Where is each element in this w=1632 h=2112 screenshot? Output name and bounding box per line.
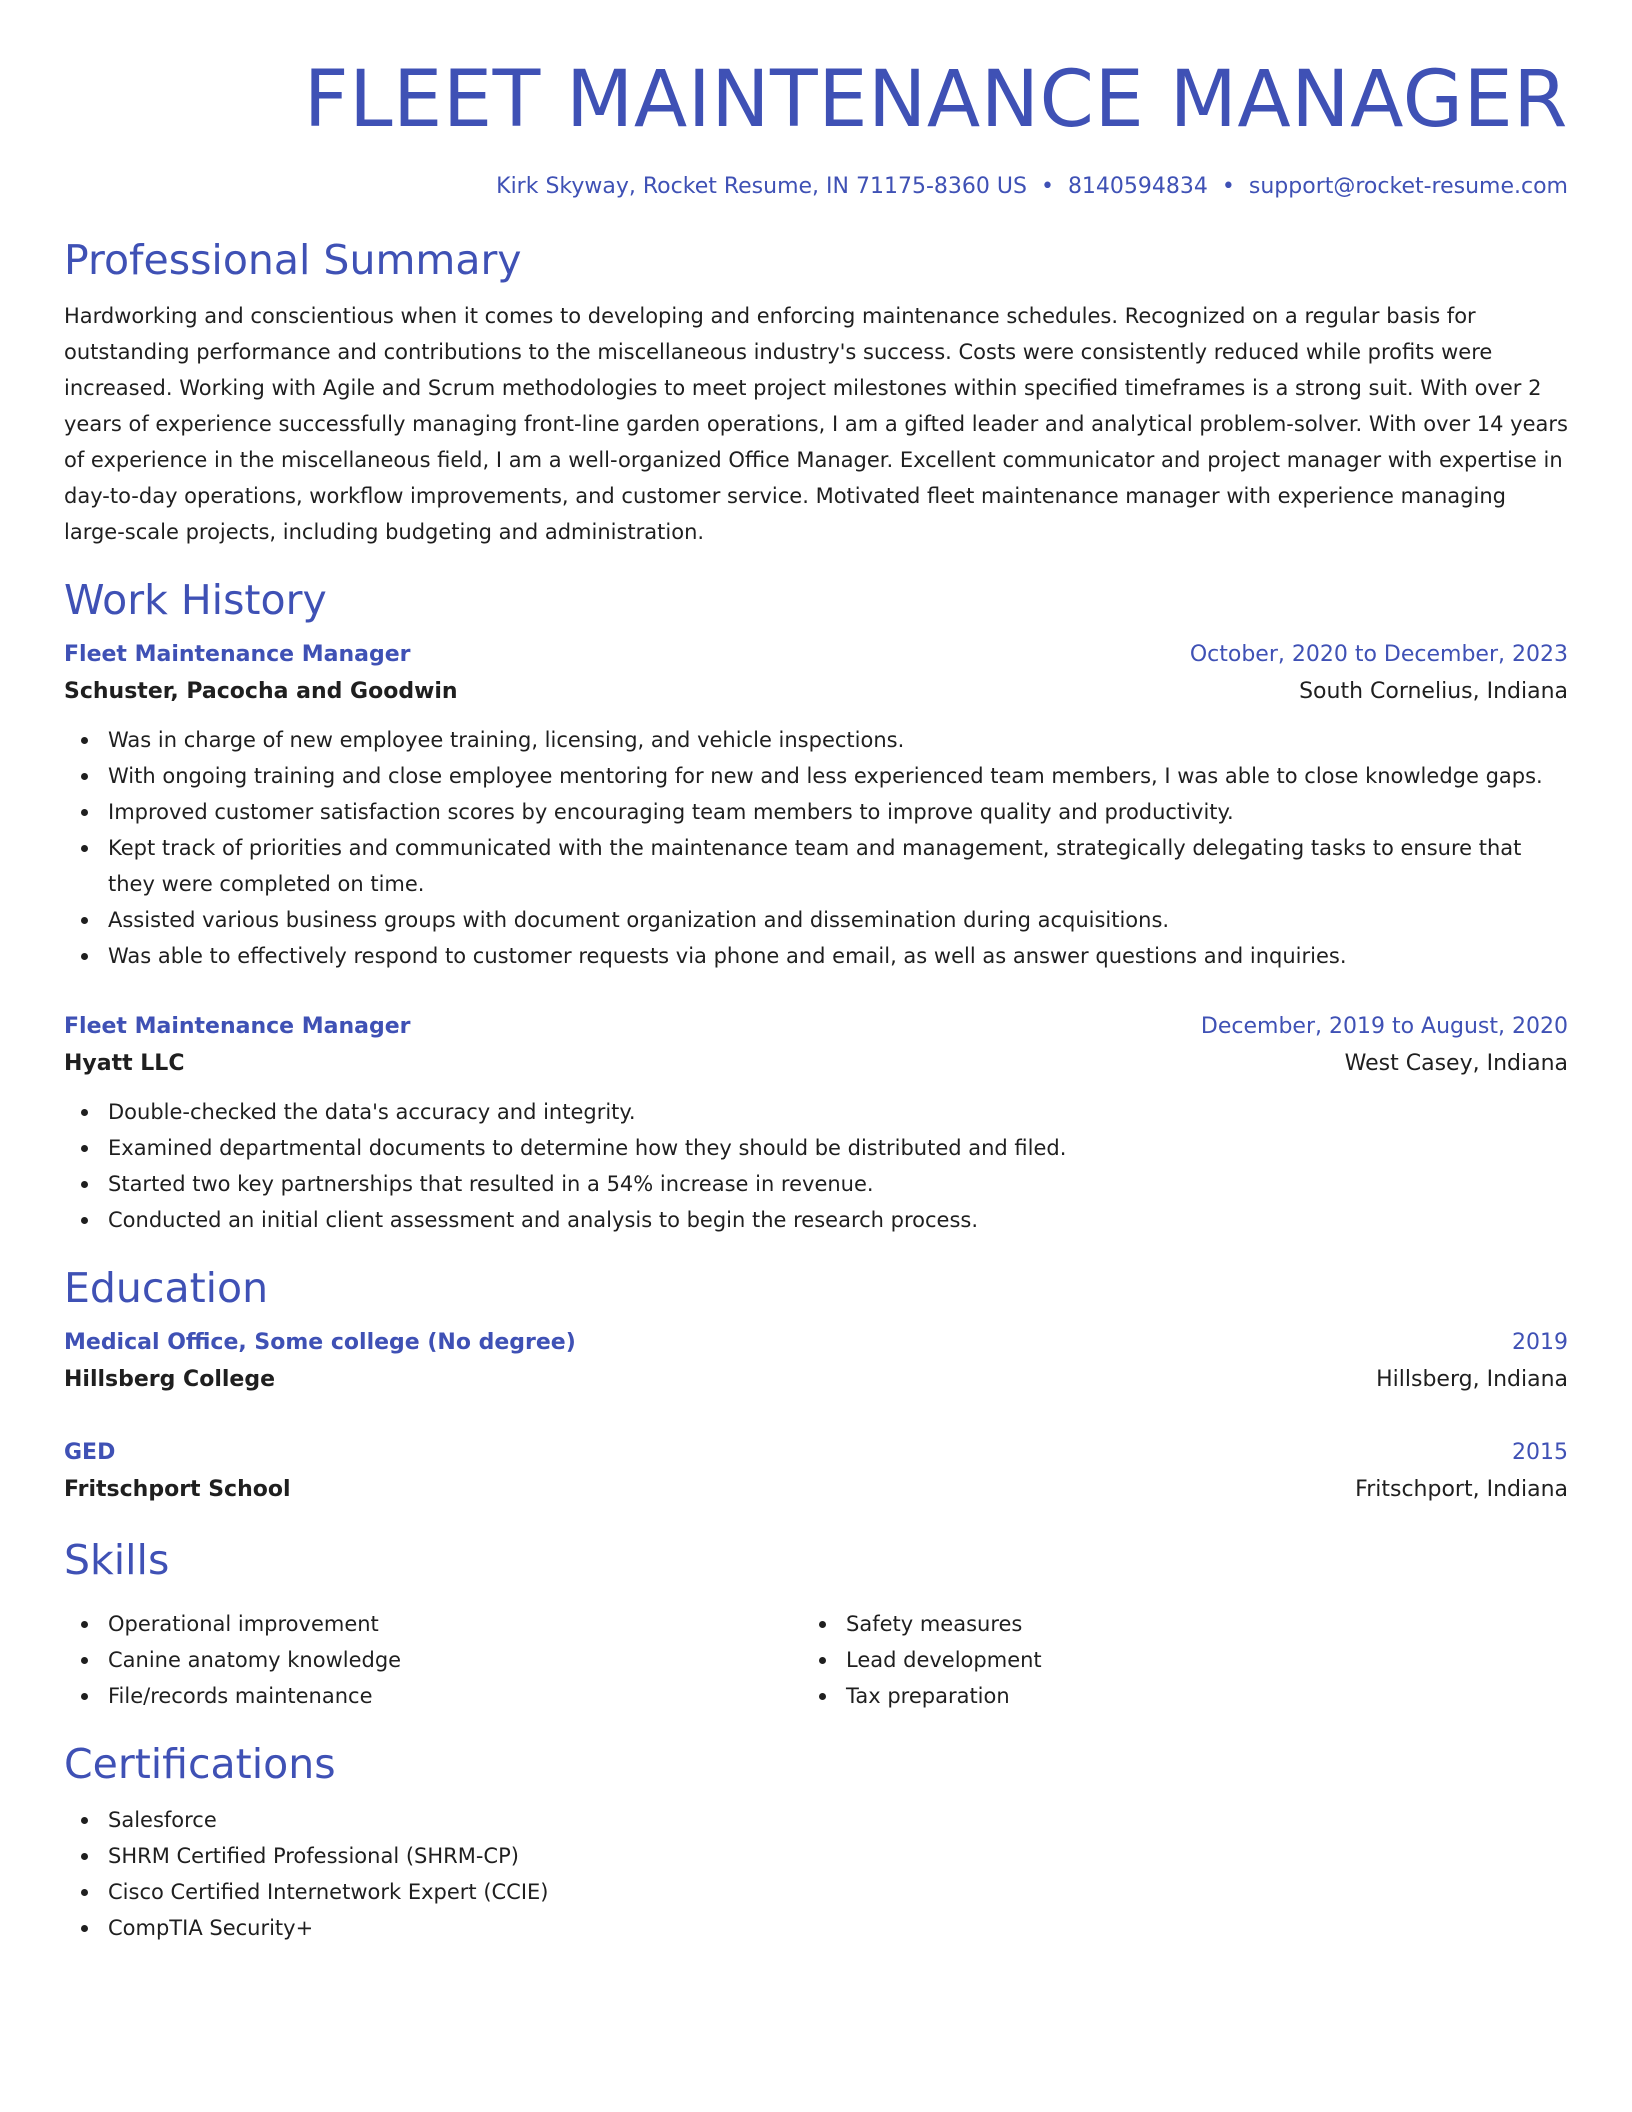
job-company: Hyatt LLC <box>64 1051 185 1076</box>
contact-phone: 8140594834 <box>1067 174 1208 199</box>
education-location: Fritschport, Indiana <box>1355 1477 1568 1502</box>
list-item: Safety measures <box>802 1606 1540 1642</box>
list-item: Examined departmental documents to determine how they should be distributed and filed. <box>64 1130 1568 1166</box>
job-company: Schuster, Pacocha and Goodwin <box>64 679 458 704</box>
job-bullets <box>64 722 1568 974</box>
education-school: Hillsberg College <box>64 1367 275 1392</box>
job-dates: October, 2020 to December, 2023 <box>1189 642 1568 667</box>
job-location: West Casey, Indiana <box>1344 1051 1568 1076</box>
list-item: File/records maintenance <box>64 1678 802 1714</box>
certifications-heading: Certifications <box>64 1740 336 1788</box>
job-entry <box>64 1010 1568 1238</box>
contact-address: Kirk Skyway, Rocket Resume, IN 71175-8360 US <box>496 174 1027 199</box>
separator-dot: • <box>1221 174 1235 199</box>
skills-heading: Skills <box>64 1536 170 1584</box>
education-location: Hillsberg, Indiana <box>1376 1367 1568 1392</box>
list-item: Canine anatomy knowledge <box>64 1642 802 1678</box>
list-item: Started two key partnerships that resulted in a 54% increase in revenue. <box>64 1166 1568 1202</box>
list-item: Tax preparation <box>802 1678 1540 1714</box>
job-location: South Cornelius, Indiana <box>1299 679 1568 704</box>
skills-list-left <box>64 1606 802 1714</box>
work-history-heading: Work History <box>64 576 327 624</box>
separator-dot: • <box>1040 174 1054 199</box>
education-entry <box>64 1326 1568 1400</box>
education-entry <box>64 1436 1568 1510</box>
list-item: Assisted various business groups with document organization and dissemination during acquisitions. <box>64 902 1568 938</box>
education-school: Fritschport School <box>64 1477 291 1502</box>
list-item: Operational improvement <box>64 1606 802 1642</box>
job-role: Fleet Maintenance Manager <box>64 1014 411 1039</box>
list-item: Double-checked the data's accuracy and integrity. <box>64 1094 1568 1130</box>
certifications-list <box>64 1802 1568 1946</box>
list-item: Improved customer satisfaction scores by encouraging team members to improve quality and productivity. <box>64 794 1568 830</box>
summary-text: Hardworking and conscientious when it comes to developing and enforcing maintenance schedules. Recognized on a regular basis for outstanding performance and contributions to the miscellaneous industry's success. Costs were consistently reduced while profits were increased. Working with Agile and Scrum methodologies to meet project milestones within specified timeframes is a strong suit. With over 2 years of experience successfully managing front-line garden operations, I am a gifted leader and analytical problem-solver. With over 14 years of experience in the miscellaneous field, I am a well-organized Office Manager. Excellent communicator and project manager with expertise in day-to-day operations, workflow improvements, and customer service. Motivated fleet maintenance manager with experience managing large-scale projects, including budgeting and administration. <box>64 304 1568 544</box>
contact-line <box>64 170 1568 204</box>
summary-heading: Professional Summary <box>64 236 522 284</box>
list-item: CompTIA Security+ <box>64 1910 1568 1946</box>
education-year: 2015 <box>1512 1440 1568 1465</box>
list-item: Kept track of priorities and communicated with the maintenance team and management, strategically delegating tasks to ensure that they were completed on time. <box>64 830 1568 902</box>
job-dates: December, 2019 to August, 2020 <box>1200 1014 1568 1039</box>
list-item: Was able to effectively respond to customer requests via phone and email, as well as answer questions and inquiries. <box>64 938 1568 974</box>
list-item: Salesforce <box>64 1802 1568 1838</box>
list-item: Was in charge of new employee training, licensing, and vehicle inspections. <box>64 722 1568 758</box>
job-entry <box>64 638 1568 974</box>
education-degree: GED <box>64 1440 116 1465</box>
job-bullets <box>64 1094 1568 1238</box>
candidate-title: FLEET MAINTENANCE MANAGER <box>303 55 1568 145</box>
skills-list-right <box>802 1606 1540 1714</box>
list-item: Lead development <box>802 1642 1540 1678</box>
list-item: Cisco Certified Internetwork Expert (CCIE) <box>64 1874 1568 1910</box>
contact-email: support@rocket-resume.com <box>1248 174 1568 199</box>
education-year: 2019 <box>1512 1330 1568 1355</box>
job-role: Fleet Maintenance Manager <box>64 642 411 667</box>
skills-columns <box>64 1598 1568 1714</box>
education-heading: Education <box>64 1264 269 1312</box>
education-degree: Medical Office, Some college (No degree) <box>64 1330 576 1355</box>
list-item: Conducted an initial client assessment and analysis to begin the research process. <box>64 1202 1568 1238</box>
list-item: With ongoing training and close employee mentoring for new and less experienced team members, I was able to close knowledge gaps. <box>64 758 1568 794</box>
list-item: SHRM Certified Professional (SHRM-CP) <box>64 1838 1568 1874</box>
